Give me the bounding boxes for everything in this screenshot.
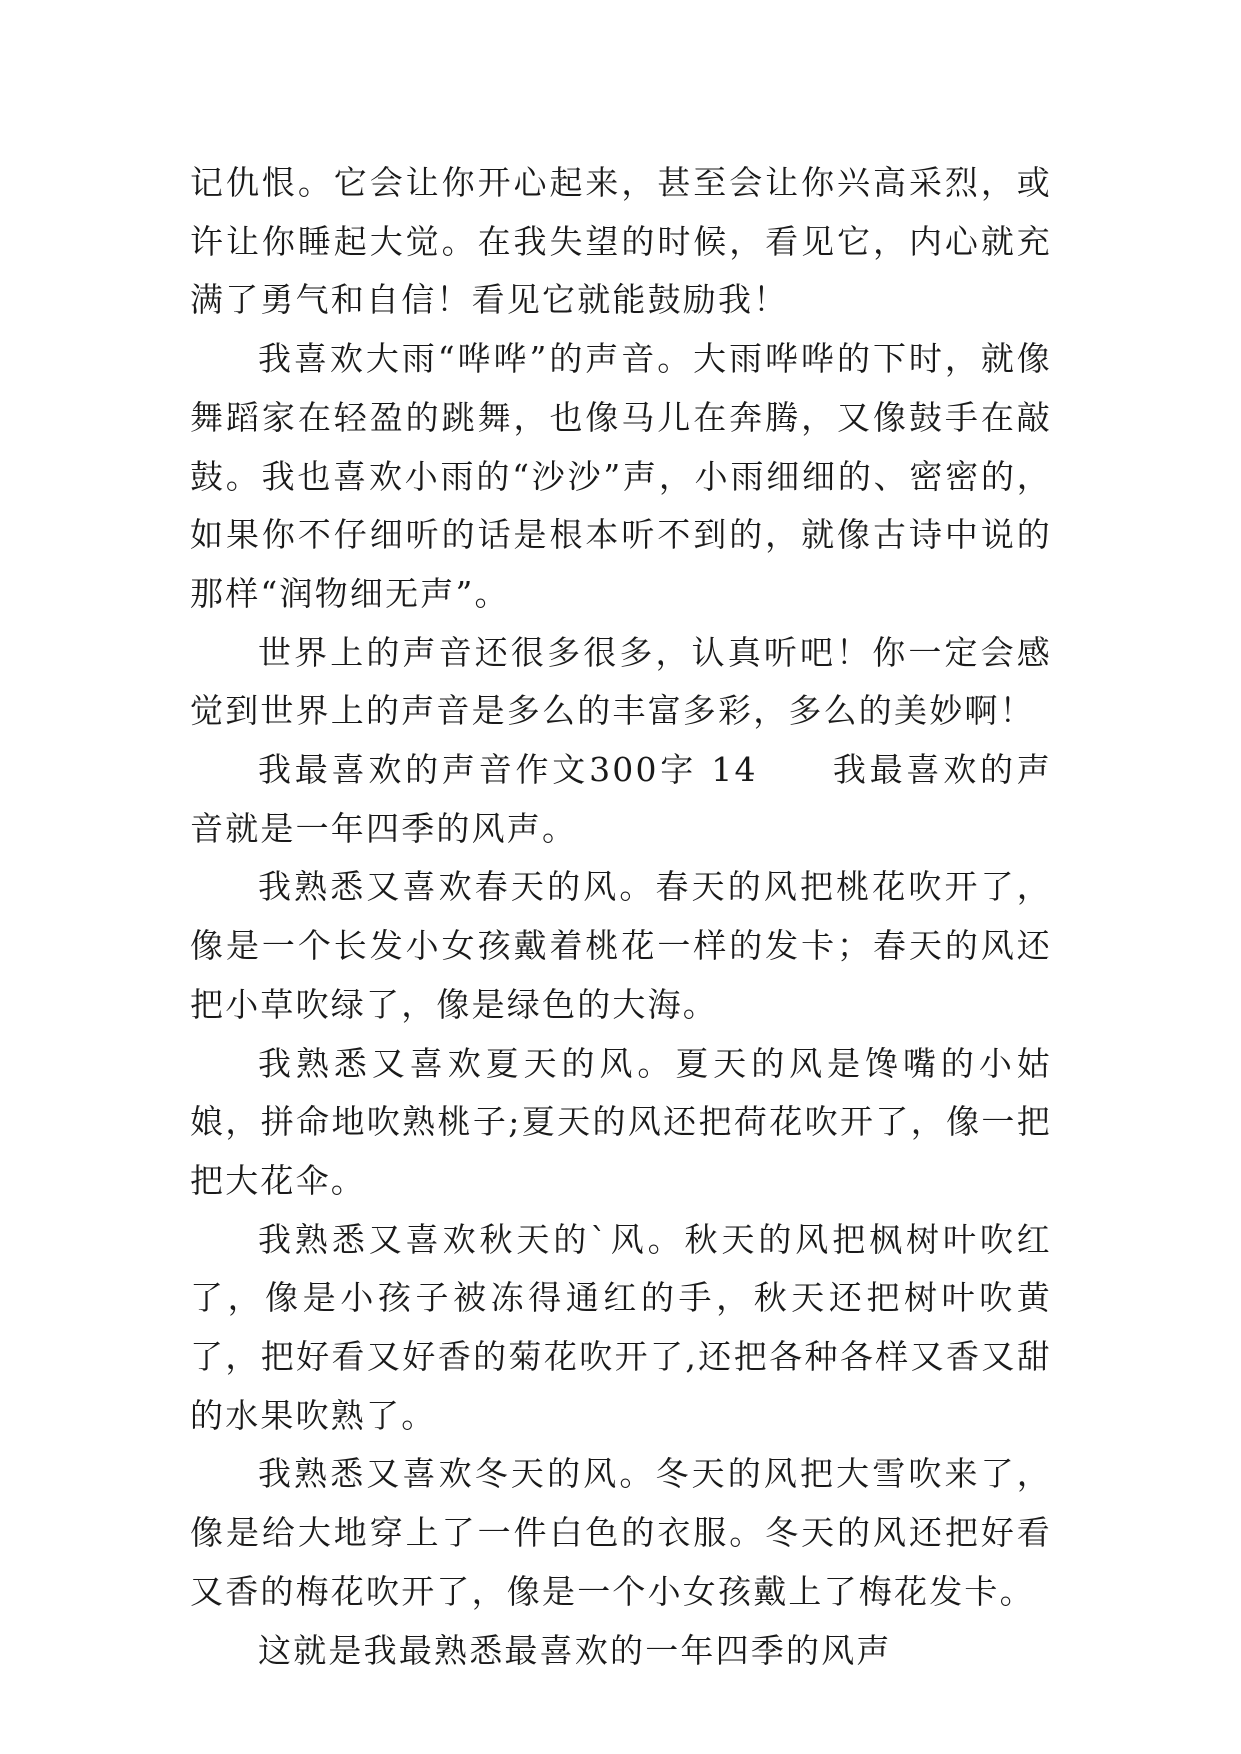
paragraph-world-sounds: 世界上的声音还很多很多，认真听吧！你一定会感觉到世界上的声音是多么的丰富多彩，多么的美妙啊！ <box>190 632 1052 731</box>
essay-body <box>190 154 1052 1680</box>
paragraph-rain-sounds: 我喜欢大雨“哗哗”的声音。大雨哗哗的下时，就像舞蹈家在轻盈的跳舞，也像马儿在奔腾，又像鼓手在敲鼓。我也喜欢小雨的“沙沙”声，小雨细细的、密密的，如果你不仔细听的话是根本听不到的，就像古诗中说的那样“润物细无声”。 <box>190 339 1052 613</box>
paragraph-summer-wind: 我熟悉又喜欢夏天的风。夏天的风是馋嘴的小姑娘，拼命地吹熟桃子;夏天的风还把荷花吹开了，像一把把大花伞。 <box>190 1043 1052 1200</box>
paragraph-winter-wind: 我熟悉又喜欢冬天的风。冬天的风把大雪吹来了，像是给大地穿上了一件白色的衣服。冬天的风还把好看又香的梅花吹开了，像是一个小女孩戴上了梅花发卡。 <box>190 1454 1052 1611</box>
paragraph-conclusion: 这就是我最熟悉最喜欢的一年四季的风声 <box>258 1630 892 1670</box>
paragraph-autumn-wind: 我熟悉又喜欢秋天的`风。秋天的风把枫树叶吹红了，像是小孩子被冻得通红的手，秋天还把树叶吹黄了，把好看又好香的菊花吹开了,还把各种各样又香又甜的水果吹熟了。 <box>190 1219 1052 1435</box>
paragraph-spring-wind: 我熟悉又喜欢春天的风。春天的风把桃花吹开了，像是一个长发小女孩戴着桃花一样的发卡；春天的风还把小草吹绿了，像是绿色的大海。 <box>190 867 1052 1024</box>
paragraph-essay-title-intro: 我最喜欢的声音作文300字 14 我最喜欢的声音就是一年四季的风声。 <box>190 750 1052 848</box>
paragraph-continuation: 记仇恨。它会让你开心起来，甚至会让你兴高采烈，或许让你睡起大觉。在我失望的时候，看见它，内心就充满了勇气和自信！看见它就能鼓励我！ <box>190 163 1052 320</box>
